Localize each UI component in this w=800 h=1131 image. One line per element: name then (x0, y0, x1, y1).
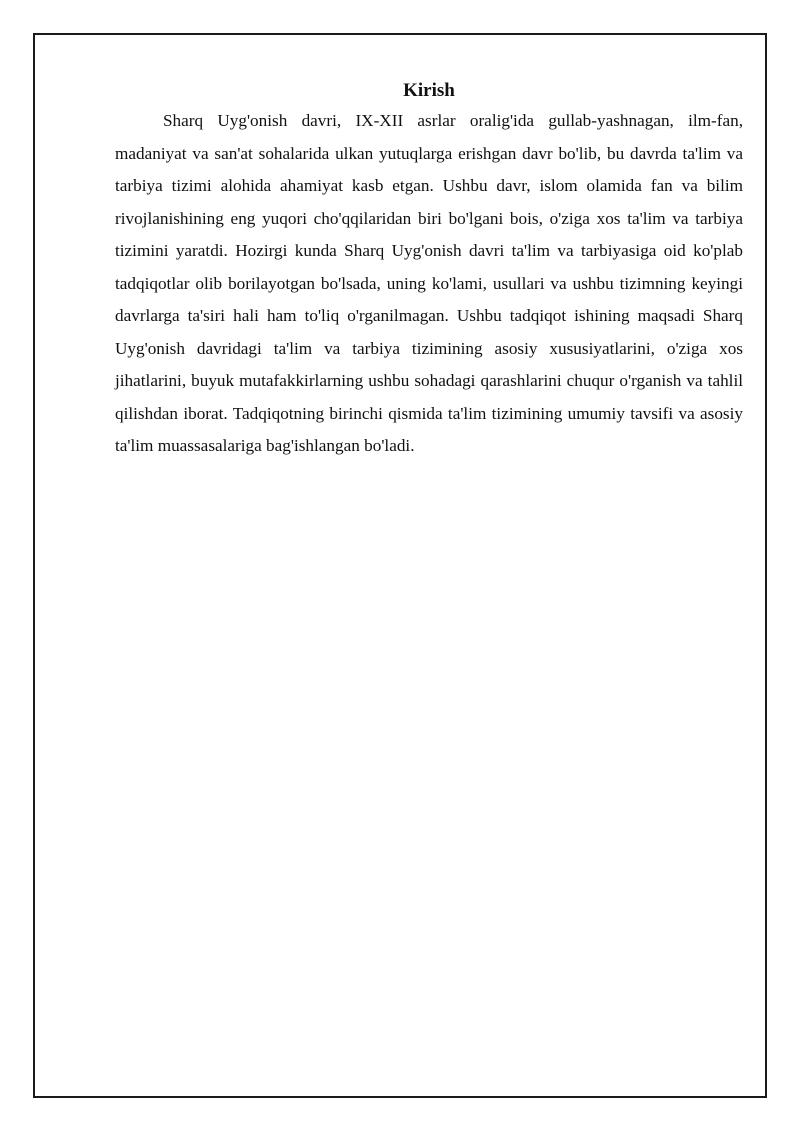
document-title: Kirish (403, 80, 455, 101)
document-body (115, 77, 743, 463)
page-border (33, 33, 767, 1098)
intro-paragraph: Sharq Uyg'onish davri, IX-XII asrlar oralig'ida gullab-yashnagan, ilm-fan, madaniyat va san'at sohalarida ulkan yutuqlarga erishgan davr bo'lib, bu davrda ta'lim va tarbiya tizimi alohida ahamiyat kasb etgan. Ushbu davr, islom olamida fan va bilim rivojlanishining eng yuqori cho'qqilaridan biri bo'lgani bois, o'ziga xos ta'lim va tarbiya tizimini yaratdi. Hozirgi kunda Sharq Uyg'onish davri ta'lim va tarbiyasiga oid ko'plab tadqiqotlar olib borilayotgan bo'lsada, uning ko'lami, usullari va ushbu tizimning keyingi davrlarga ta'siri hali ham to'liq o'rganilmagan. Ushbu tadqiqot ishining maqsadi Sharq Uyg'onish davridagi ta'lim va tarbiya tizimining asosiy xususiyatlarini, o'ziga xos jihatlarini, buyuk mutafakkirlarning ushbu sohadagi qarashlarini chuqur o'rganish va tahlil qilishdan iborat. Tadqiqotning birinchi qismida ta'lim tizimining umumiy tavsifi va asosiy ta'lim muassasalariga bag'ishlangan bo'ladi. (115, 111, 743, 455)
